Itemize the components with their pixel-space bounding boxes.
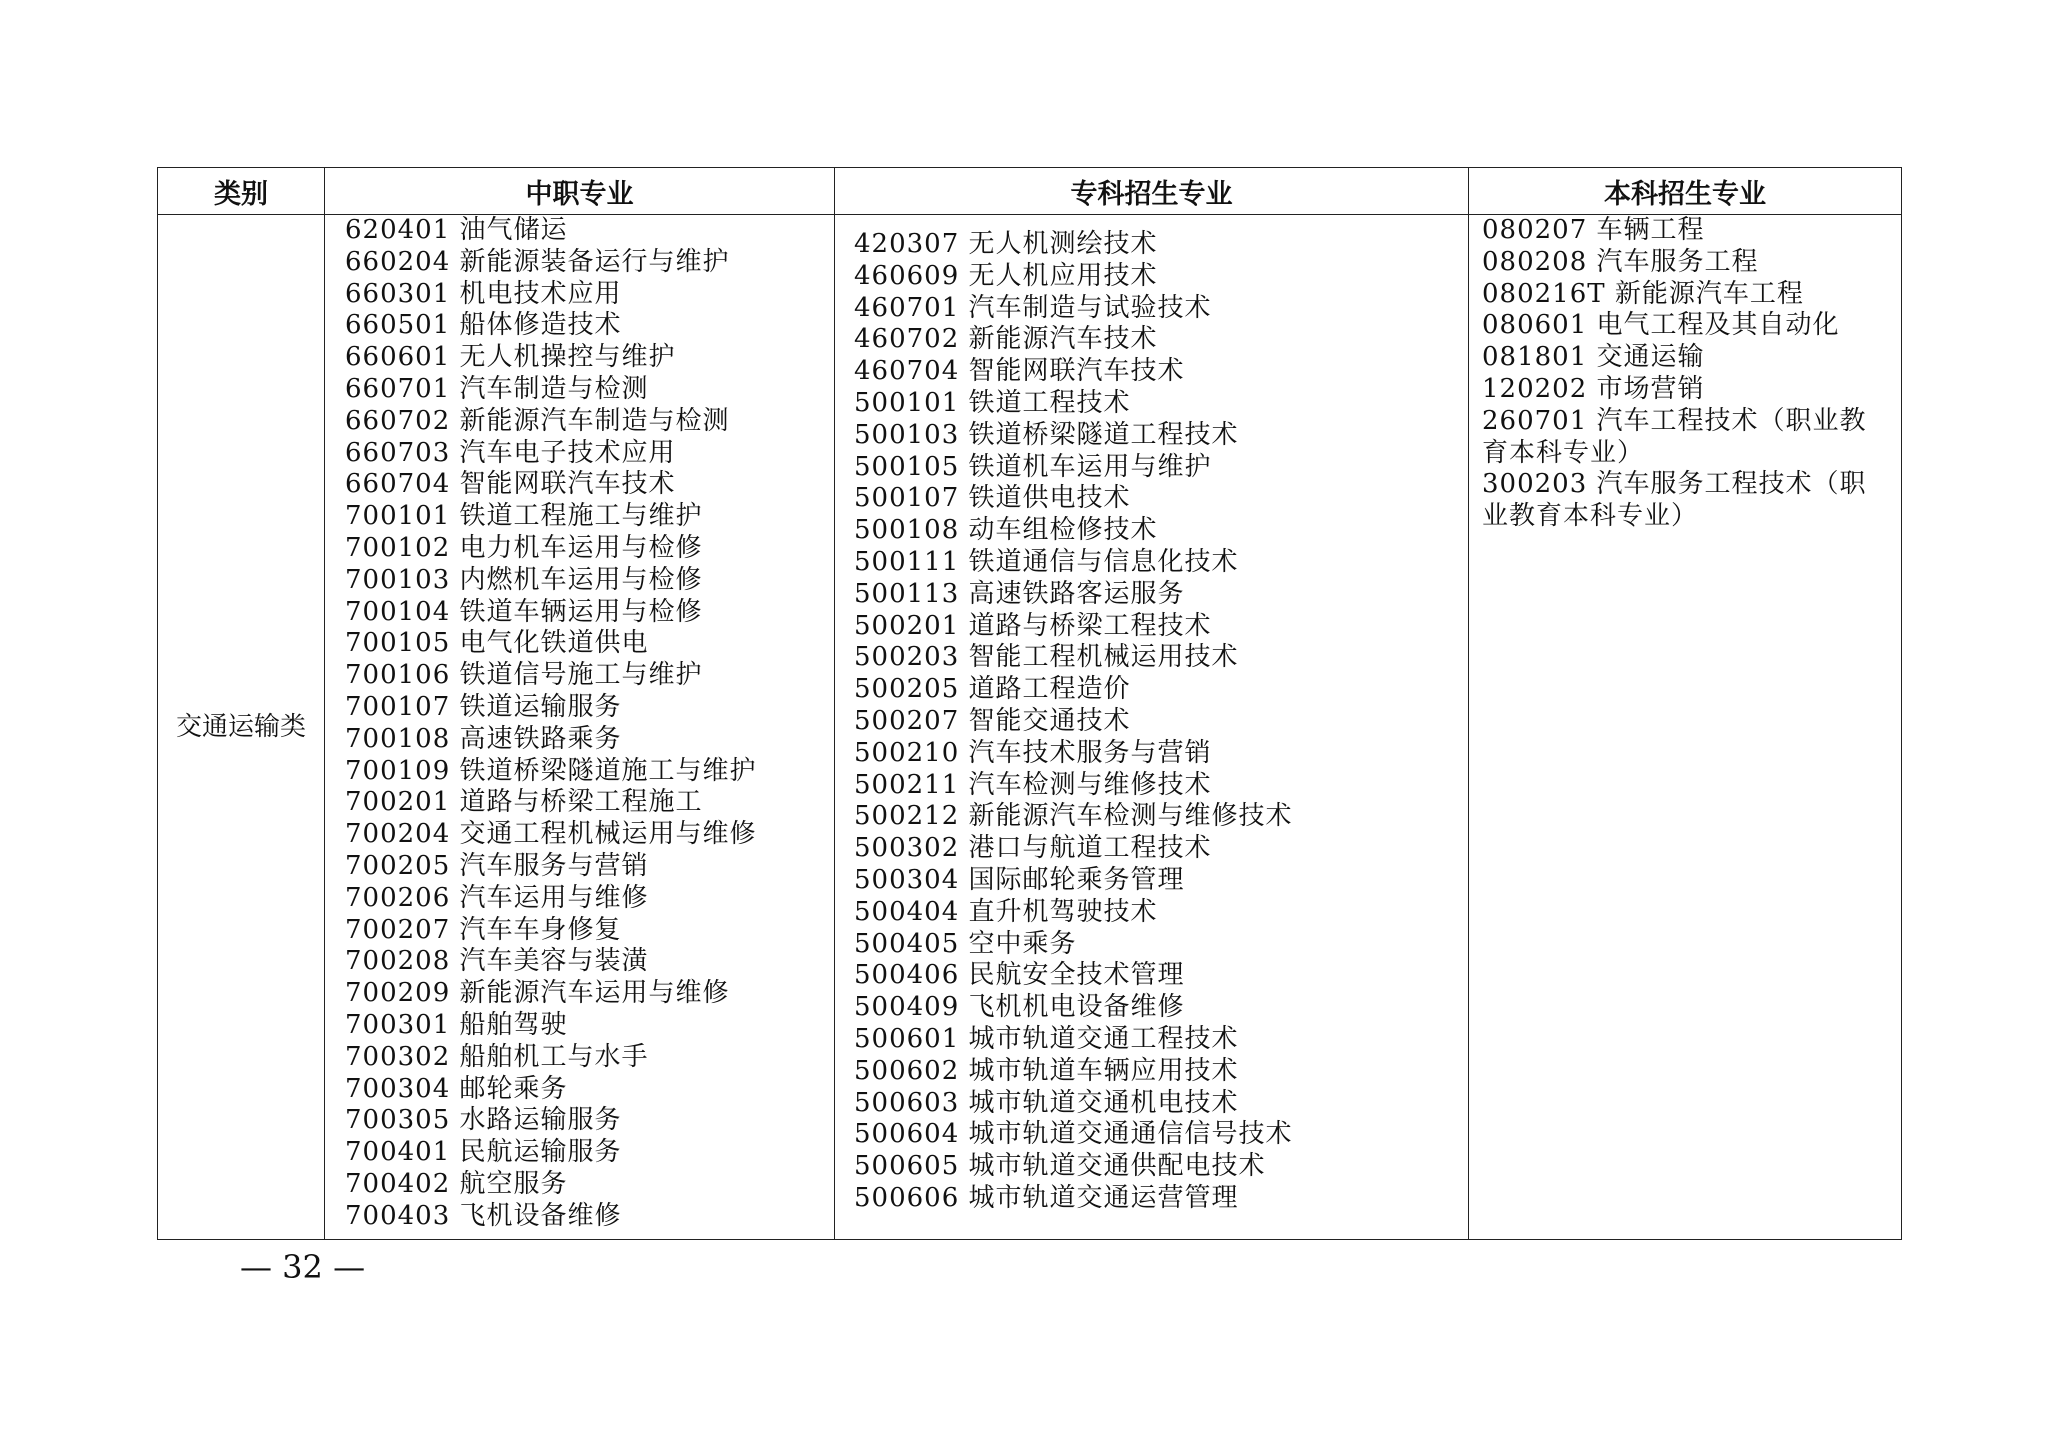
list-item: 500205 道路工程造价 bbox=[854, 674, 1131, 705]
list-item: 500103 铁道桥梁隧道工程技术 bbox=[854, 419, 1239, 450]
table-header-row bbox=[158, 168, 1902, 215]
list-item: 700208 汽车美容与装潢 bbox=[345, 946, 649, 977]
header-secondary-majors: 中职专业 bbox=[325, 168, 835, 215]
list-item: 420307 无人机测绘技术 bbox=[854, 229, 1158, 259]
list-item: 700209 新能源汽车运用与维修 bbox=[345, 978, 730, 1009]
list-item: 660704 智能网联汽车技术 bbox=[345, 469, 676, 500]
list-item: 700105 电气化铁道供电 bbox=[345, 628, 649, 659]
list-item: 700109 铁道桥梁隧道施工与维护 bbox=[345, 755, 757, 786]
list-item: 500604 城市轨道交通通信信号技术 bbox=[854, 1119, 1293, 1150]
undergrad-majors-cell bbox=[1469, 215, 1902, 1240]
list-item: 500601 城市轨道交通工程技术 bbox=[854, 1023, 1239, 1054]
list-item: 700103 内燃机车运用与检修 bbox=[345, 564, 703, 595]
header-college-majors: 专科招生专业 bbox=[835, 168, 1469, 215]
list-item: 120202 市场营销 bbox=[1482, 373, 1705, 404]
list-item: 500111 铁道通信与信息化技术 bbox=[854, 546, 1239, 577]
list-item: 660501 船体修造技术 bbox=[345, 310, 622, 341]
list-item: 300203 汽车服务工程技术（职业教育本科专业） bbox=[1482, 469, 1867, 532]
list-item: 500605 城市轨道交通供配电技术 bbox=[854, 1151, 1266, 1182]
list-item: 500210 汽车技术服务与营销 bbox=[854, 737, 1212, 768]
list-item: 700403 飞机设备维修 bbox=[345, 1200, 622, 1231]
secondary-majors-cell bbox=[325, 215, 835, 1240]
list-item: 500203 智能工程机械运用技术 bbox=[854, 642, 1239, 673]
list-item: 460701 汽车制造与试验技术 bbox=[854, 292, 1212, 323]
college-majors-list bbox=[835, 215, 1468, 1215]
list-item: 500603 城市轨道交通机电技术 bbox=[854, 1087, 1239, 1118]
list-item: 500101 铁道工程技术 bbox=[854, 387, 1131, 418]
list-item: 660301 机电技术应用 bbox=[345, 278, 622, 309]
list-item: 700106 铁道信号施工与维护 bbox=[345, 660, 703, 691]
list-item: 700107 铁道运输服务 bbox=[345, 691, 622, 722]
list-item: 660702 新能源汽车制造与检测 bbox=[345, 405, 730, 436]
list-item: 700401 民航运输服务 bbox=[345, 1137, 622, 1168]
list-item: 500302 港口与航道工程技术 bbox=[854, 833, 1212, 864]
list-item: 620401 油气储运 bbox=[345, 215, 568, 245]
list-item: 500406 民航安全技术管理 bbox=[854, 960, 1185, 991]
table-row bbox=[158, 215, 1902, 1240]
list-item: 700104 铁道车辆运用与检修 bbox=[345, 596, 703, 627]
list-item: 700207 汽车车身修复 bbox=[345, 914, 622, 945]
list-item: 081801 交通运输 bbox=[1482, 342, 1705, 373]
undergrad-majors-list bbox=[1469, 215, 1901, 533]
list-item: 500108 动车组检修技术 bbox=[854, 515, 1158, 546]
list-item: 500602 城市轨道车辆应用技术 bbox=[854, 1055, 1239, 1086]
list-item: 500304 国际邮轮乘务管理 bbox=[854, 864, 1185, 895]
major-table-container bbox=[157, 167, 1901, 1240]
list-item: 080208 汽车服务工程 bbox=[1482, 246, 1759, 277]
college-majors-cell bbox=[835, 215, 1469, 1240]
page-number: — 32 — bbox=[240, 1248, 366, 1286]
list-item: 660703 汽车电子技术应用 bbox=[345, 437, 676, 468]
list-item: 700204 交通工程机械运用与维修 bbox=[345, 819, 757, 850]
list-item: 460704 智能网联汽车技术 bbox=[854, 356, 1185, 387]
list-item: 700206 汽车运用与维修 bbox=[345, 882, 649, 913]
list-item: 500211 汽车检测与维修技术 bbox=[854, 769, 1212, 800]
list-item: 080207 车辆工程 bbox=[1482, 215, 1705, 245]
list-item: 700108 高速铁路乘务 bbox=[345, 723, 622, 754]
list-item: 460702 新能源汽车技术 bbox=[854, 324, 1158, 355]
list-item: 700301 船舶驾驶 bbox=[345, 1009, 568, 1040]
list-item: 500404 直升机驾驶技术 bbox=[854, 896, 1158, 927]
list-item: 260701 汽车工程技术（职业教育本科专业） bbox=[1482, 405, 1867, 468]
list-item: 700201 道路与桥梁工程施工 bbox=[345, 787, 703, 818]
list-item: 660601 无人机操控与维护 bbox=[345, 342, 676, 373]
list-item: 700302 船舶机工与水手 bbox=[345, 1041, 649, 1072]
list-item: 500405 空中乘务 bbox=[854, 928, 1077, 959]
list-item: 700102 电力机车运用与检修 bbox=[345, 532, 703, 563]
list-item: 660204 新能源装备运行与维护 bbox=[345, 246, 730, 277]
list-item: 500113 高速铁路客运服务 bbox=[854, 578, 1185, 609]
list-item: 500409 飞机机电设备维修 bbox=[854, 992, 1185, 1023]
secondary-majors-list bbox=[325, 215, 834, 1233]
list-item: 080601 电气工程及其自动化 bbox=[1482, 310, 1840, 341]
major-table bbox=[157, 167, 1902, 1240]
list-item: 080216T 新能源汽车工程 bbox=[1482, 278, 1804, 309]
list-item: 660701 汽车制造与检测 bbox=[345, 373, 649, 404]
list-item: 700101 铁道工程施工与维护 bbox=[345, 501, 703, 532]
list-item: 700305 水路运输服务 bbox=[345, 1105, 622, 1136]
list-item: 500105 铁道机车运用与维护 bbox=[854, 451, 1212, 482]
list-item: 700402 航空服务 bbox=[345, 1168, 568, 1199]
list-item: 500201 道路与桥梁工程技术 bbox=[854, 610, 1212, 641]
list-item: 460609 无人机应用技术 bbox=[854, 260, 1158, 291]
header-undergrad-majors: 本科招生专业 bbox=[1469, 168, 1902, 215]
header-category: 类别 bbox=[158, 168, 325, 215]
list-item: 500606 城市轨道交通运营管理 bbox=[854, 1182, 1239, 1213]
list-item: 500212 新能源汽车检测与维修技术 bbox=[854, 801, 1293, 832]
list-item: 500207 智能交通技术 bbox=[854, 705, 1131, 736]
list-item: 700304 邮轮乘务 bbox=[345, 1073, 568, 1104]
category-cell: 交通运输类 bbox=[158, 215, 325, 1240]
list-item: 500107 铁道供电技术 bbox=[854, 483, 1131, 514]
list-item: 700205 汽车服务与营销 bbox=[345, 850, 649, 881]
